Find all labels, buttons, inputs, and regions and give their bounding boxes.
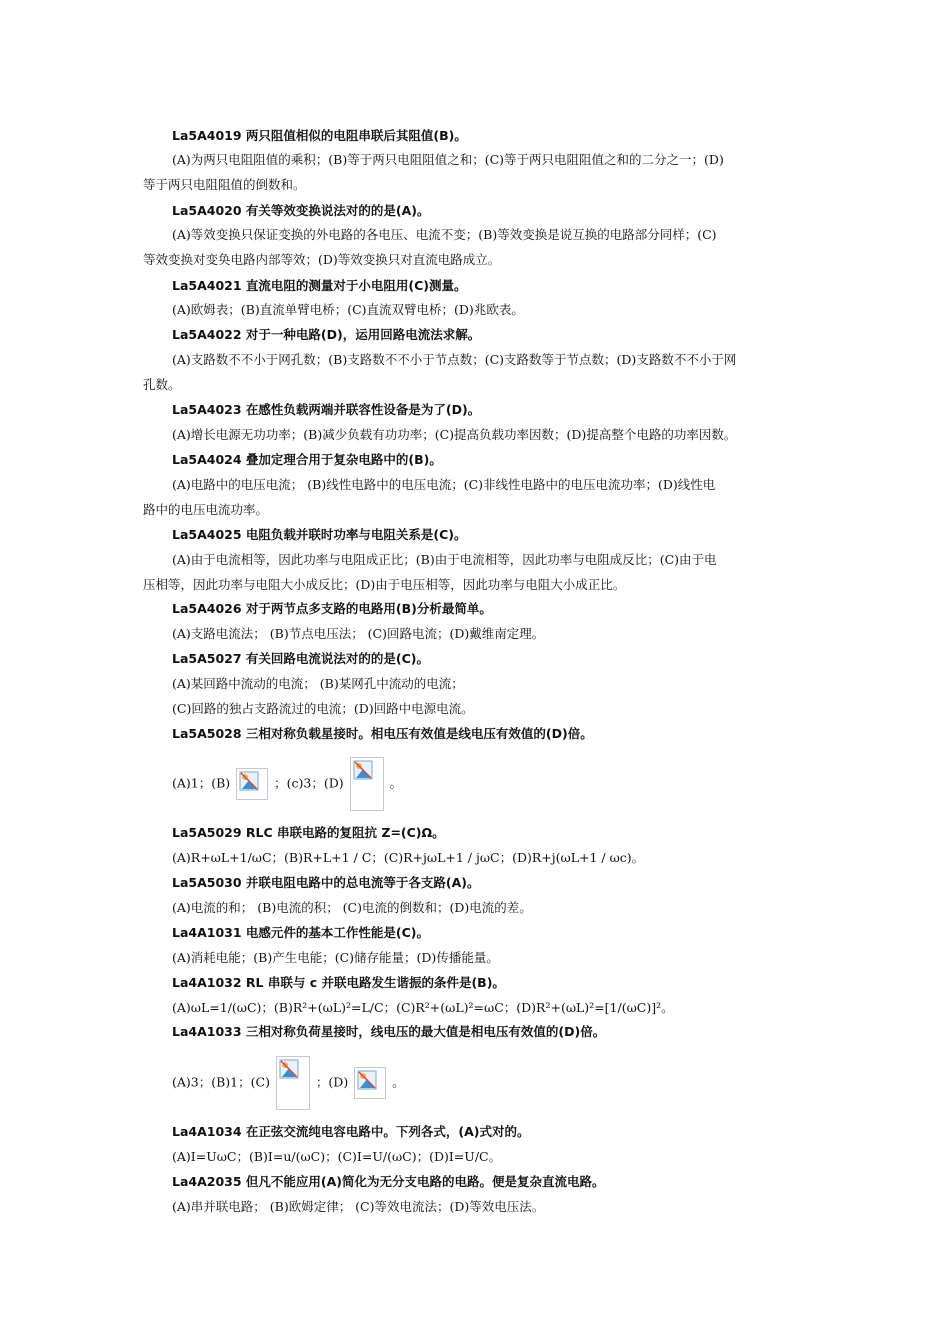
question-title: La5A4026 对于两节点多支路的电路用(B)分析最简单。 [172, 601, 492, 616]
question-options: (A)某回路中流动的电流； (B)某网孔中流动的电流； [172, 676, 464, 691]
question-title: La5A5029 RLC 串联电路的复阻抗 Z=(C)Ω。 [172, 825, 445, 840]
question-options-with-images [172, 1055, 405, 1109]
question-options: (A)增长电源无功功率；(B)减少负载有功功率；(C)提高负载功率因数；(D)提高整个电路的功率因数。 [172, 427, 737, 442]
question-options: (A)消耗电能；(B)产生电能；(C)储存能量；(D)传播能量。 [172, 950, 499, 965]
option-text: ；(c)3；(D) [274, 775, 344, 791]
question-title: La4A2035 但凡不能应用(A)简化为无分支电路的电路。便是复杂直流电路。 [172, 1174, 605, 1189]
question-options: (A)为两只电阻阻值的乘积；(B)等于两只电阻阻值之和；(C)等于两只电阻阻值之和的二分之一；(D) [172, 152, 724, 167]
option-text: 。 [392, 1074, 405, 1090]
question-options: 孔数。 [143, 377, 181, 392]
broken-image-icon [236, 768, 268, 800]
broken-image-icon [354, 1067, 386, 1099]
question-options: 等效变换对变奂电路内部等效；(D)等效变换只对直流电路成立。 [143, 252, 501, 267]
question-title: La5A5027 有关回路电流说法对的的是(C)。 [172, 651, 430, 666]
question-title: La5A5028 三相对称负载星接时。相电压有效值是线电压有效值的(D)倍。 [172, 726, 593, 741]
question-title: La4A1031 电感元件的基本工作性能是(C)。 [172, 925, 430, 940]
question-title: La4A1033 三相对称负荷星接时，线电压的最大值是相电压有效值的(D)倍。 [172, 1024, 606, 1039]
question-options: (A)支路数不不小于网孔数；(B)支路数不不小于节点数；(C)支路数等于节点数；(D)支路数不不小于网 [172, 352, 737, 367]
question-title: La5A5030 并联电阻电路中的总电流等于各支路(A)。 [172, 875, 480, 890]
question-title: La5A4025 电阻负载并联时功率与电阻关系是(C)。 [172, 527, 467, 542]
question-options: (A)R+ωL+1/ωC；(B)R+L+1 / C；(C)R+jωL+1 / jωC；(D)R+j(ωL+1 / ωc)。 [172, 850, 645, 865]
option-text: 。 [389, 775, 403, 791]
question-title: La5A4023 在感性负载两端并联容性设备是为了(D)。 [172, 402, 481, 417]
question-options: 等于两只电阻阻值的倒数和。 [143, 177, 306, 192]
question-title: La4A1034 在正弦交流纯电容电路中。下列各式，(A)式对的。 [172, 1124, 530, 1139]
question-options: 压相等，因此功率与电阻大小成反比；(D)由于电压相等，因此功率与电阻大小成正比。 [143, 577, 626, 592]
question-options-with-images [172, 756, 402, 810]
question-title: La5A4022 对于一种电路(D)，运用回路电流法求解。 [172, 327, 481, 342]
question-options: (A)电路中的电压电流； (B)线性电路中的电压电流；(C)非线性电路中的电压电流功率；(D)线性电 [172, 477, 716, 492]
question-title: La5A4020 有关等效变换说法对的的是(A)。 [172, 203, 430, 218]
question-title: La5A4021 直流电阻的测量对于小电阻用(C)测量。 [172, 278, 467, 293]
question-options: (A)欧姆表；(B)直流单臂电桥；(C)直流双臂电桥；(D)兆欧表。 [172, 302, 524, 317]
question-options: (A)ωL=1/(ωC)；(B)R²+(ωL)²=L/C；(C)R²+(ωL)²=ωC；(D)R²+(ωL)²=[1/(ωC)]²。 [172, 1000, 674, 1015]
question-title: La4A1032 RL 串联与 c 并联电路发生谐振的条件是(B)。 [172, 975, 505, 990]
broken-image-icon [350, 757, 384, 811]
question-title: La5A4019 两只阻值相似的电阻串联后其阻值(B)。 [172, 128, 467, 143]
question-options: 路中的电压电流功率。 [143, 502, 269, 517]
option-text: ；(D) [315, 1074, 349, 1090]
question-title: La5A4024 叠加定理合用于复杂电路中的(B)。 [172, 452, 442, 467]
question-options: (A)串并联电路； (B)欧姆定律； (C)等效电流法；(D)等效电压法。 [172, 1199, 545, 1214]
option-text: (A)3；(B)1；(C) [172, 1074, 270, 1090]
question-options: (A)I=UωC；(B)I=u/(ωC)；(C)I=U/(ωC)；(D)I=U/C。 [172, 1149, 502, 1164]
question-options: (A)等效变换只保证变换的外电路的各电压、电流不变；(B)等效变换是说互换的电路部分同样；(C) [172, 227, 717, 242]
question-options: (A)由于电流相等，因此功率与电阻成正比；(B)由于电流相等，因此功率与电阻成反比；(C)由于电 [172, 552, 717, 567]
question-options: (C)回路的独占支路流过的电流；(D)回路中电源电流。 [172, 701, 474, 716]
option-text: (A)1；(B) [172, 775, 231, 791]
question-options: (A)支路电流法； (B)节点电压法； (C)回路电流；(D)戴维南定理。 [172, 626, 545, 641]
question-options: (A)电流的和； (B)电流的积； (C)电流的倒数和；(D)电流的差。 [172, 900, 532, 915]
broken-image-icon [276, 1056, 310, 1110]
